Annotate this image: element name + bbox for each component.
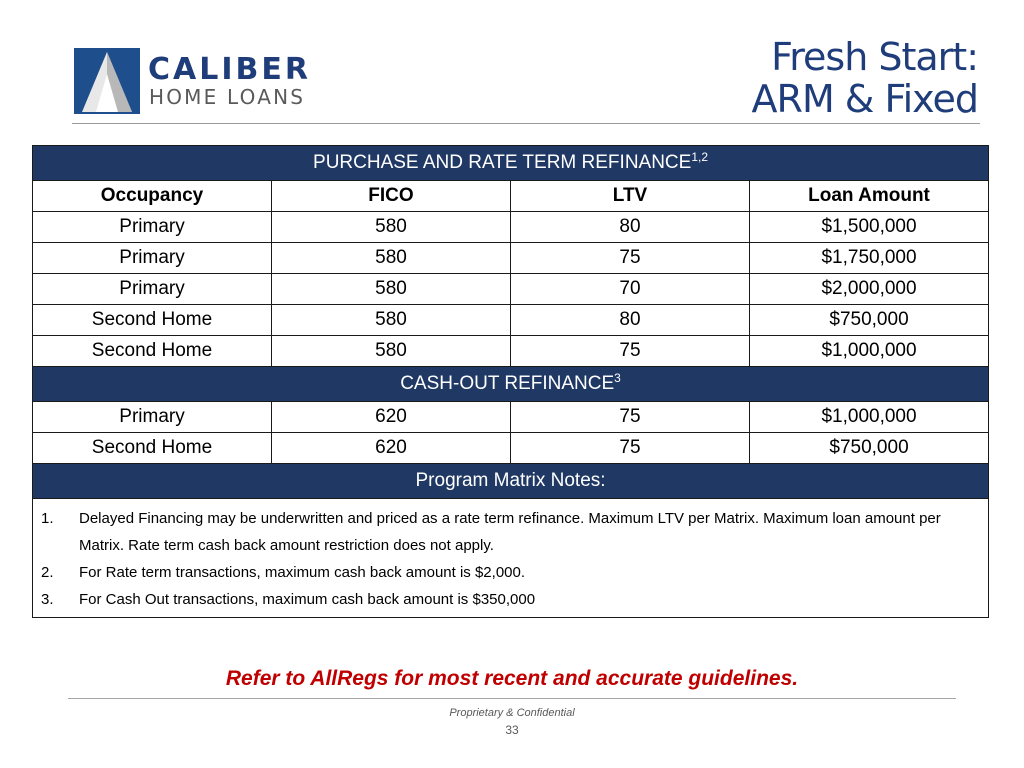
note-text: For Cash Out transactions, maximum cash back amount is $350,000 [79,591,536,608]
cell-loan-amount: $2,000,000 [750,274,989,305]
cell-loan-amount: $750,000 [750,305,989,336]
notes-row [33,499,989,618]
column-header-row [33,181,989,212]
table-row [33,402,989,433]
note-number: 1. [41,510,54,527]
column-header-fico: FICO [272,181,511,212]
cell-occupancy: Second Home [33,336,272,367]
list-item [41,559,980,586]
logo-wordmark-home-loans: HOME LOANS [149,85,306,109]
table-row [33,336,989,367]
cell-ltv: 75 [511,402,750,433]
purchase-section-header-row [33,146,989,181]
purchase-heading-text: PURCHASE AND RATE TERM REFINANCE [313,152,692,173]
table-row [33,212,989,243]
cell-loan-amount: $750,000 [750,433,989,464]
notes-section-header-row [33,464,989,499]
note-number: 3. [41,591,54,608]
note-number: 2. [41,564,54,581]
cell-ltv: 75 [511,243,750,274]
list-item [41,505,980,559]
page-title [752,36,978,120]
column-header-ltv: LTV [511,181,750,212]
column-header-loan-amount: Loan Amount [750,181,989,212]
notes-list [33,499,989,618]
list-item [41,586,980,613]
title-line-2: ARM & Fixed [751,77,978,121]
allregs-reference-note: Refer to AllRegs for most recent and accurate guidelines. [225,667,799,690]
cell-occupancy: Second Home [33,433,272,464]
purchase-heading-footnote: 1,2 [691,150,709,164]
table-row [33,305,989,336]
table-row [33,243,989,274]
page-number: 33 [505,723,519,737]
table-row [33,274,989,305]
cell-ltv: 80 [511,305,750,336]
cell-fico: 580 [272,212,511,243]
notes-section-header: Program Matrix Notes: [33,464,989,499]
purchase-section-header [33,146,989,181]
cell-fico: 620 [272,402,511,433]
cashout-heading-footnote: 3 [614,371,621,385]
cell-ltv: 75 [511,336,750,367]
confidentiality-label: Proprietary & Confidential [449,707,575,719]
logo-wordmark-caliber: CALIBER [148,52,311,87]
cell-occupancy: Primary [33,274,272,305]
footer-divider [68,698,956,699]
cell-fico: 580 [272,243,511,274]
cell-occupancy: Primary [33,243,272,274]
cell-loan-amount: $1,750,000 [750,243,989,274]
cashout-section-header-row [33,367,989,402]
table-row [33,433,989,464]
cell-ltv: 75 [511,433,750,464]
note-text: Delayed Financing may be underwritten and priced as a rate term refinance. Maximum LTV per Matrix. Maximum loan amount per Matrix. Rate term cash back amount restriction does not apply. [79,510,941,554]
cell-fico: 580 [272,274,511,305]
header-divider [72,123,980,124]
cell-occupancy: Primary [33,402,272,433]
cell-fico: 620 [272,433,511,464]
cell-loan-amount: $1,000,000 [750,402,989,433]
note-text: For Rate term transactions, maximum cash back amount is $2,000. [79,564,526,581]
cashout-section-header [33,367,989,402]
cell-loan-amount: $1,500,000 [750,212,989,243]
cell-ltv: 70 [511,274,750,305]
cell-occupancy: Second Home [33,305,272,336]
cashout-heading-text: CASH-OUT REFINANCE [400,373,615,394]
program-matrix-table [32,145,989,618]
cell-occupancy: Primary [33,212,272,243]
title-line-1: Fresh Start: [771,35,978,79]
column-header-occupancy: Occupancy [33,181,272,212]
cell-fico: 580 [272,336,511,367]
cell-loan-amount: $1,000,000 [750,336,989,367]
cell-ltv: 80 [511,212,750,243]
cell-fico: 580 [272,305,511,336]
